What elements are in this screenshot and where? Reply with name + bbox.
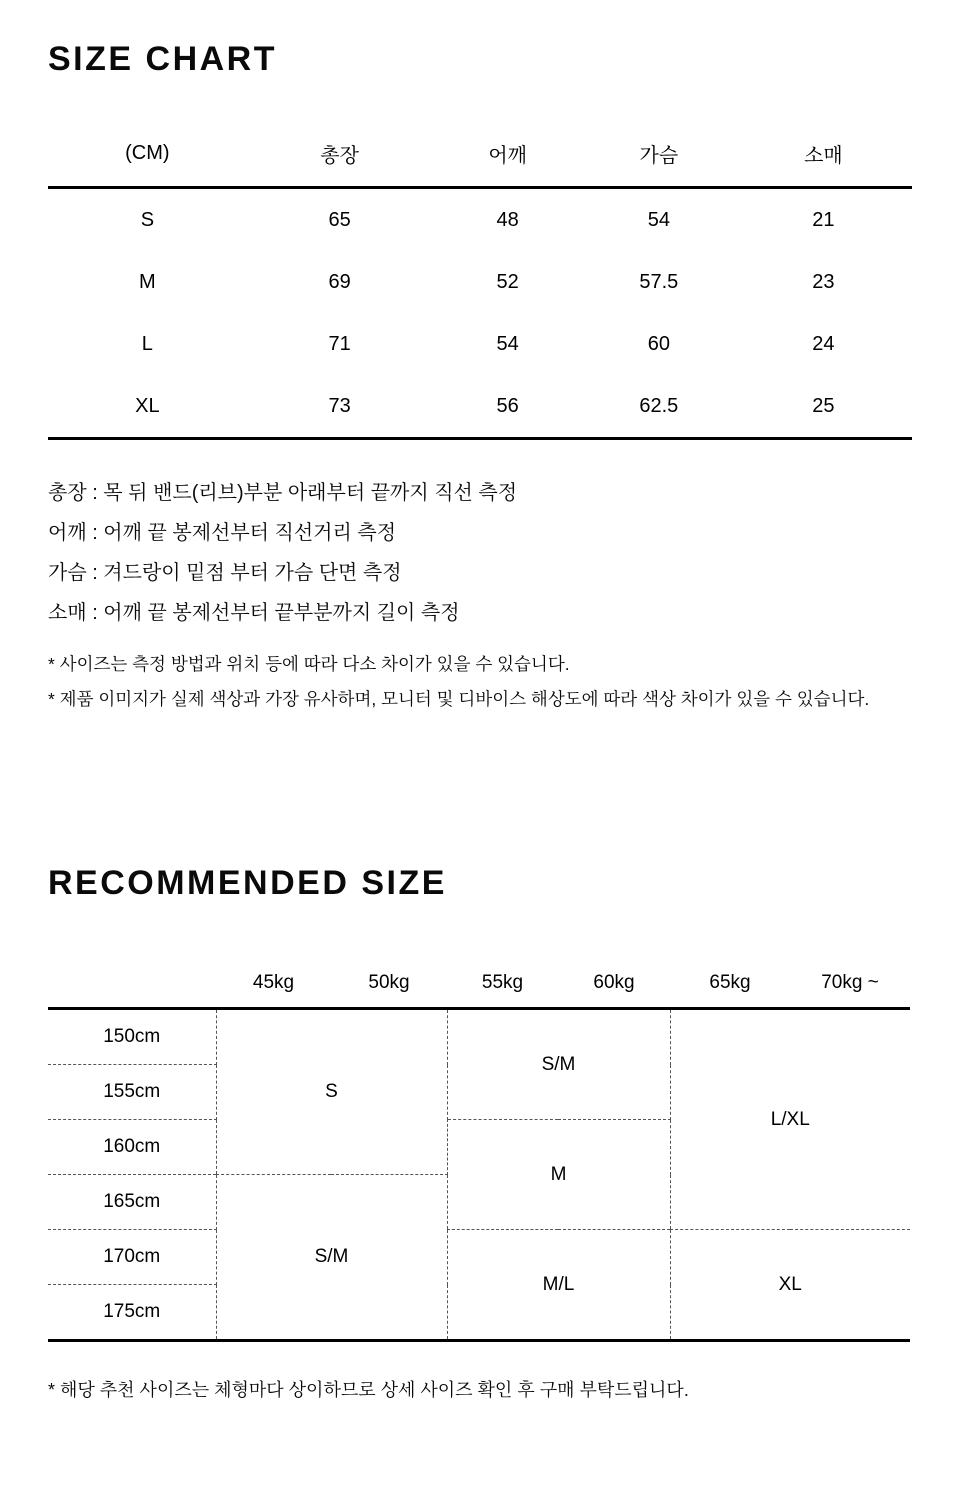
- size-chart-cell: 71: [328, 332, 351, 355]
- size-chart-cell: 62.5: [583, 375, 735, 439]
- recommended-size-table: [48, 958, 910, 1342]
- size-chart-cell: 21: [812, 208, 835, 231]
- weight-header: 50kg: [331, 958, 447, 1009]
- size-disclaimers: [48, 647, 912, 717]
- size-chart-table: [48, 121, 912, 440]
- height-label: 165cm: [48, 1175, 216, 1230]
- reco-cell-sm-left: S/M: [216, 1175, 447, 1341]
- measure-note-line: 어깨 : 어깨 끝 봉제선부터 직선거리 측정: [48, 522, 397, 544]
- weight-header: 70kg ~: [790, 958, 910, 1009]
- weight-header: 55kg: [447, 958, 558, 1009]
- weight-header: 65kg: [670, 958, 790, 1009]
- height-label: 160cm: [48, 1120, 216, 1175]
- weight-header: 60kg: [558, 958, 670, 1009]
- measure-note-line: 총장 : 목 뒤 밴드(리브)부분 아래부터 끝까지 직선 측정: [48, 482, 518, 504]
- size-chart-row: [48, 251, 912, 313]
- size-chart-cell: 23: [812, 270, 835, 293]
- size-chart-row: [48, 188, 912, 252]
- size-chart-cell: 25: [735, 375, 912, 439]
- size-chart-cell: 73: [247, 375, 433, 439]
- height-row-150: [48, 1009, 910, 1065]
- size-label: L: [141, 332, 153, 355]
- size-chart-cell: 24: [812, 332, 835, 355]
- reco-cell-sm-mid: S/M: [447, 1009, 670, 1120]
- height-label: 175cm: [48, 1285, 216, 1341]
- size-chart-header-row: [48, 121, 912, 188]
- size-label: XL: [48, 375, 247, 439]
- size-chart-cell: 57.5: [639, 270, 679, 293]
- reco-cell-ml: M/L: [447, 1230, 670, 1341]
- recommended-size-title: RECOMMENDED SIZE: [48, 864, 447, 902]
- height-label: 170cm: [48, 1230, 216, 1285]
- size-label: M: [139, 270, 156, 293]
- reco-cell-xl: XL: [670, 1230, 910, 1341]
- size-chart-cell: 52: [496, 270, 519, 293]
- size-chart-row: [48, 313, 912, 375]
- size-chart-cell: 69: [328, 270, 351, 293]
- measure-note-line: 소매 : 어깨 끝 봉제선부터 끝부분까지 길이 측정: [48, 602, 460, 624]
- size-chart-col-header: 가슴: [583, 121, 735, 188]
- size-chart-row: [48, 375, 912, 439]
- size-chart-cell: 48: [496, 208, 519, 231]
- weight-header: 45kg: [216, 958, 331, 1009]
- weight-header-empty: [48, 958, 216, 1009]
- reco-cell-lxl: L/XL: [670, 1009, 910, 1230]
- size-chart-col-header: 어깨: [432, 121, 582, 188]
- size-chart-col-header: 총장: [247, 121, 433, 188]
- size-chart-col-header: (CM): [48, 121, 247, 188]
- size-chart-cell: 60: [647, 332, 670, 355]
- size-label: S: [140, 208, 155, 231]
- size-chart-cell: 54: [647, 208, 670, 231]
- weight-header-row: [48, 958, 910, 1009]
- size-chart-cell: 54: [496, 332, 519, 355]
- size-chart-cell: 56: [432, 375, 582, 439]
- disclaimer-line: * 사이즈는 측정 방법과 위치 등에 따라 다소 차이가 있을 수 있습니다.: [48, 654, 570, 674]
- reco-cell-m: M: [447, 1120, 670, 1230]
- measure-note-line: 가슴 : 겨드랑이 밑점 부터 가슴 단면 측정: [48, 562, 402, 584]
- height-label: 150cm: [48, 1009, 216, 1065]
- measurement-notes: [48, 473, 912, 633]
- size-chart-title: SIZE CHART: [48, 40, 277, 78]
- disclaimer-line: * 제품 이미지가 실제 색상과 가장 유사하며, 모니터 및 디바이스 해상도에 따라 색상 차이가 있을 수 있습니다.: [48, 689, 870, 709]
- recommended-size-footnote: * 해당 추천 사이즈는 체형마다 상이하므로 상세 사이즈 확인 후 구매 부탁드립니다.: [48, 1380, 689, 1400]
- height-row-170: [48, 1230, 910, 1285]
- reco-cell-s: S: [216, 1009, 447, 1175]
- height-label: 155cm: [48, 1065, 216, 1120]
- size-chart-cell: 65: [328, 208, 351, 231]
- size-chart-col-header: 소매: [735, 121, 912, 188]
